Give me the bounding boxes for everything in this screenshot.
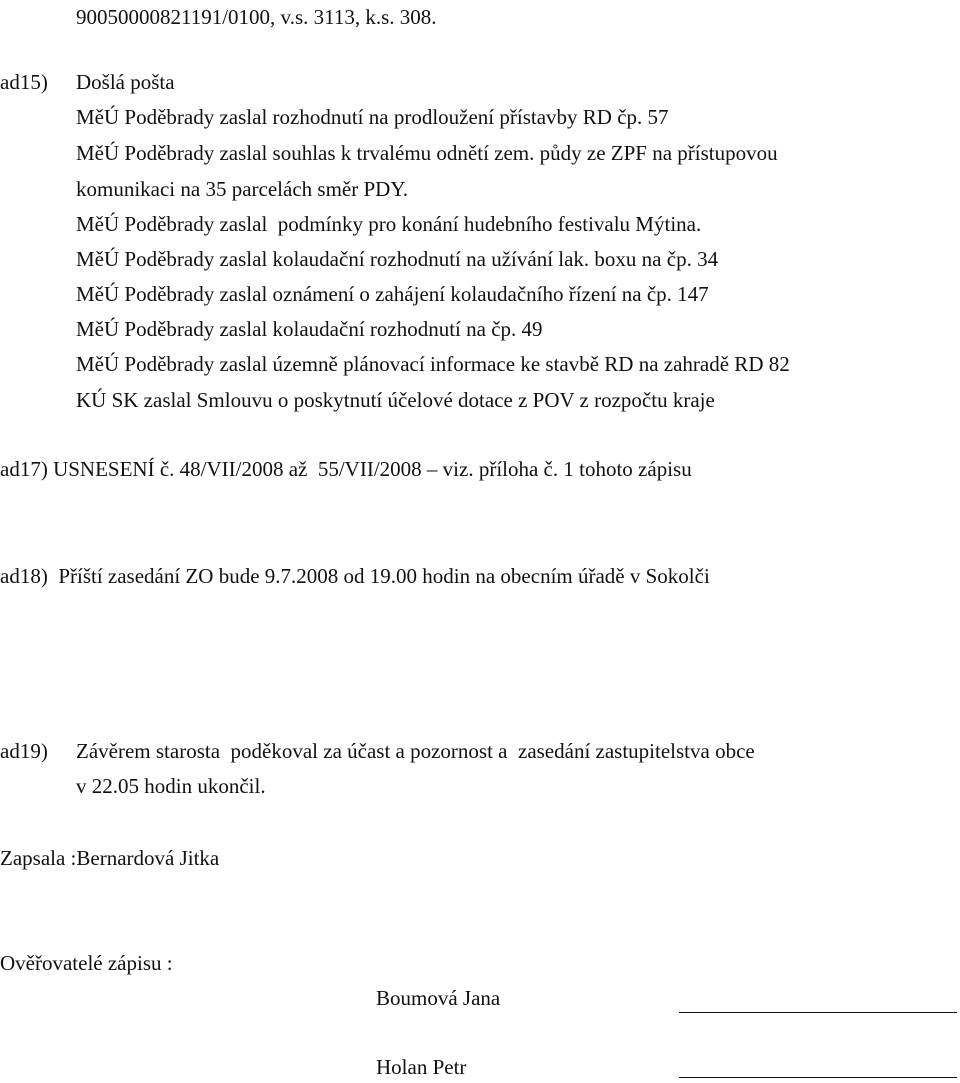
ad15-item: MěÚ Poděbrady zaslal podmínky pro konání hudebního festivalu Mýtina. [76,212,702,236]
ad15-item: komunikaci na 35 parcelách směr PDY. [76,177,409,201]
signature-line [679,1077,957,1078]
ad15-item: MěÚ Poděbrady zaslal kolaudační rozhodnutí na čp. 49 [76,317,543,341]
ad15-item: KÚ SK zaslal Smlouvu o poskytnutí účelové dotace z POV z rozpočtu kraje [76,388,715,412]
ad15-item: MěÚ Poděbrady zaslal souhlas k trvalému odnětí zem. půdy ze ZPF na přístupovou [76,141,778,165]
verifier-name: Boumová Jana [376,986,501,1010]
ad19-text: v 22.05 hodin ukončil. [76,774,266,798]
verifier-name: Holan Petr [376,1055,467,1079]
ad15-item: MěÚ Poděbrady zaslal oznámení o zahájení kolaudačního řízení na čp. 147 [76,282,709,306]
ad18-next-meeting-line: ad18) Příští zasedání ZO bude 9.7.2008 od 19.00 hodin na obecním úřadě v Sokolči [0,564,710,588]
ad19-text: Závěrem starosta poděkoval za účast a pozornost a zasedání zastupitelstva obce [76,739,755,763]
ad17-resolution-line: ad17) USNESENÍ č. 48/VII/2008 až 55/VII/2008 – viz. příloha č. 1 tohoto zápisu [0,457,692,481]
signature-line [679,1012,957,1013]
ad15-label: ad15) [0,70,48,94]
account-number-line: 90050000821191/0100, v.s. 3113, k.s. 308. [76,5,437,29]
ad15-item: MěÚ Poděbrady zaslal kolaudační rozhodnutí na užívání lak. boxu na čp. 34 [76,247,719,271]
verifiers-label: Ověřovatelé zápisu : [0,951,173,975]
ad19-label: ad19) [0,739,48,763]
ad15-item: MěÚ Poděbrady zaslal rozhodnutí na prodloužení přístavby RD čp. 57 [76,105,669,129]
ad15-item: MěÚ Poděbrady zaslal územně plánovací informace ke stavbě RD na zahradě RD 82 [76,352,790,376]
recorder-line: Zapsala :Bernardová Jitka [0,846,220,870]
ad15-heading: Došlá pošta [76,70,175,94]
